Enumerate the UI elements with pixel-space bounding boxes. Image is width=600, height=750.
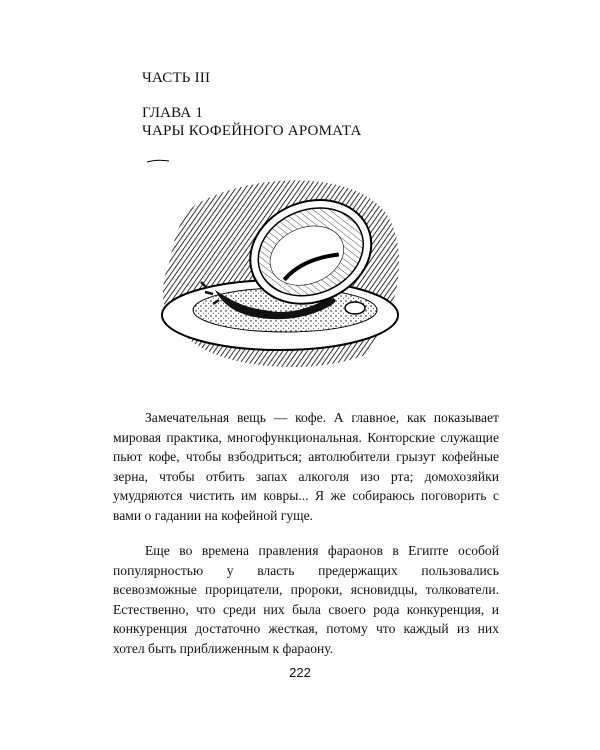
part-heading: ЧАСТЬ III — [142, 70, 211, 86]
sketch-mark — [147, 160, 169, 162]
coffee-cup-illustration — [135, 150, 415, 380]
cup-foot — [345, 302, 365, 314]
page-number: 222 — [289, 665, 311, 680]
body-paragraph-2: Еще во времена правления фараонов в Египте особой популярностью у власть предержащих пользовались всевозможные прорицатели, пророки, ясновидцы, толкователи. Естественно, что среди них была своего рода конкуренция, и конкуренция достаточно жесткая, потому что каждый из них хотел быть приближенным к фараону. — [113, 543, 499, 656]
chapter-title: ЧАРЫ КОФЕЙНОГО АРОМАТА — [142, 123, 362, 139]
body-paragraph-1: Замечательная вещь — кофе. А главное, как показывает мировая практика, многофункциональная. Конторские служащие пьют кофе, чтобы взбодриться; автолюбители грызут кофейные зерна, чтобы отбить запах алкоголя изо рта; домохозяйки умудряются чистить им ковры... Я же собираюсь поговорить с вами о гадании на кофейной гуще. — [113, 410, 499, 523]
chapter-heading: ГЛАВА 1 — [142, 105, 204, 121]
